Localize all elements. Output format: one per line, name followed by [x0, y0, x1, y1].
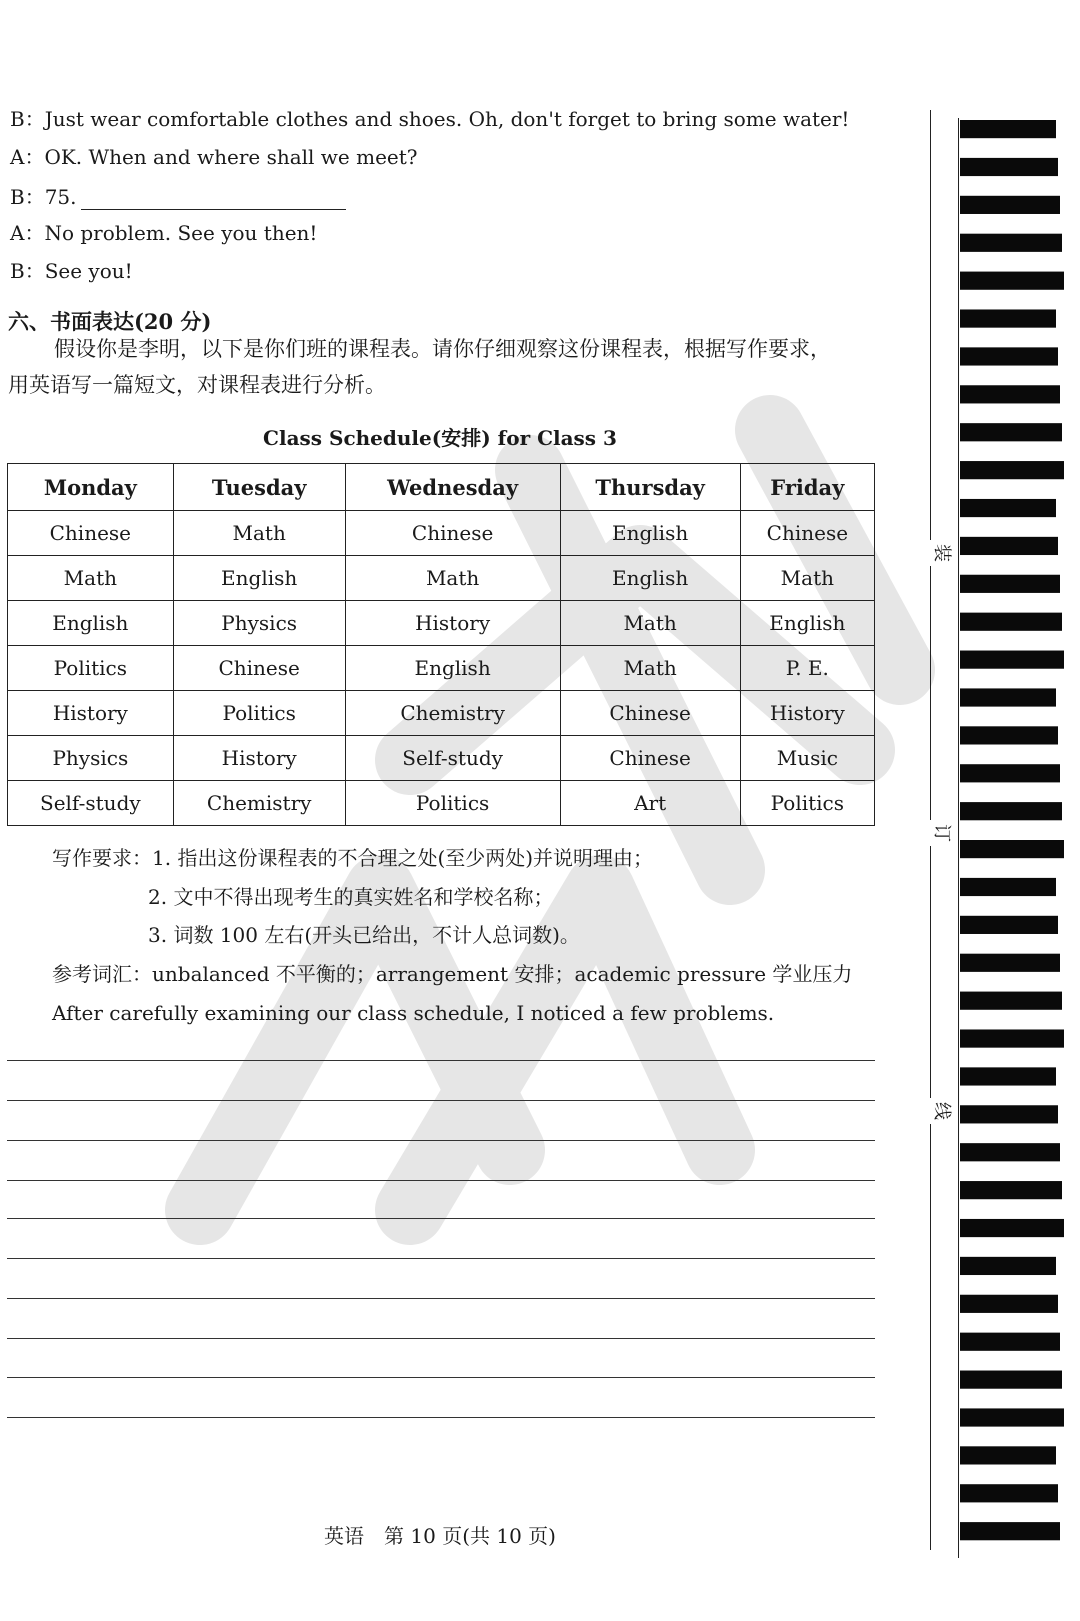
- requirement-3: 3. 词数 100 左右(开头已给出，不计人总词数)。: [148, 923, 580, 947]
- table-row: [8, 646, 875, 691]
- barcode-bar: [960, 726, 1058, 744]
- dialog-text: Just wear comfortable clothes and shoes. Oh, don't forget to bring some water!: [44, 107, 850, 131]
- header-wednesday: Wednesday: [345, 464, 560, 511]
- requirement-2: 2. 文中不得出现考生的真实姓名和学校名称；: [148, 885, 554, 909]
- schedule-title: Class Schedule(安排) for Class 3: [263, 426, 617, 450]
- barcode-bar: [960, 1029, 1064, 1047]
- answer-blank-75[interactable]: [81, 189, 346, 210]
- class-schedule-table: [7, 463, 875, 826]
- table-cell: Physics: [173, 601, 345, 646]
- barcode-bar: [960, 916, 1058, 934]
- answer-line[interactable]: [7, 1338, 875, 1339]
- dialog-line-2: [10, 144, 418, 170]
- speaker-label: B：: [10, 259, 45, 283]
- barcode-bar: [960, 1371, 1062, 1389]
- table-cell: History: [345, 601, 560, 646]
- speaker-label: A：: [10, 221, 45, 245]
- speaker-label: A：: [10, 145, 45, 169]
- essay-opening-sentence: After carefully examining our class schedule, I noticed a few problems.: [52, 1001, 775, 1025]
- barcode-bar: [960, 158, 1058, 176]
- table-cell: Physics: [8, 736, 174, 781]
- barcode-bar: [960, 1295, 1058, 1313]
- table-cell: Self-study: [8, 781, 174, 826]
- barcode-bar: [960, 196, 1060, 214]
- table-cell: English: [345, 646, 560, 691]
- table-cell: Math: [345, 556, 560, 601]
- table-cell: Math: [8, 556, 174, 601]
- table-cell: Politics: [345, 781, 560, 826]
- barcode-bar: [960, 309, 1056, 327]
- dialog-line-5: [10, 258, 133, 284]
- table-cell: Chinese: [345, 511, 560, 556]
- barcode-bar: [960, 347, 1058, 365]
- header-thursday: Thursday: [560, 464, 740, 511]
- table-row: [8, 691, 875, 736]
- table-row: [8, 556, 875, 601]
- table-cell: P. E.: [740, 646, 874, 691]
- table-cell: Chemistry: [345, 691, 560, 736]
- barcode-bar: [960, 1446, 1056, 1464]
- header-friday: Friday: [740, 464, 874, 511]
- barcode-bar: [960, 688, 1056, 706]
- barcode-bar: [960, 954, 1060, 972]
- question-number: 75.: [44, 185, 77, 209]
- dialog-text: See you!: [44, 259, 133, 283]
- answer-line[interactable]: [7, 1060, 875, 1061]
- barcode-bar: [960, 1143, 1060, 1161]
- barcode-bar: [960, 992, 1062, 1010]
- barcode-bar: [960, 1522, 1060, 1540]
- section-title: 六、书面表达(20 分): [8, 309, 212, 334]
- answer-line[interactable]: [7, 1218, 875, 1219]
- table-cell: Politics: [740, 781, 874, 826]
- table-cell: History: [740, 691, 874, 736]
- table-cell: Music: [740, 736, 874, 781]
- barcode-bar: [960, 1408, 1064, 1426]
- barcode-edge-line: [958, 118, 959, 1558]
- header-monday: Monday: [8, 464, 174, 511]
- answer-line[interactable]: [7, 1100, 875, 1101]
- table-cell: Math: [740, 556, 874, 601]
- table-cell: English: [740, 601, 874, 646]
- barcode-bar: [960, 423, 1062, 441]
- table-cell: English: [560, 556, 740, 601]
- table-cell: Politics: [173, 691, 345, 736]
- barcode-bar: [960, 613, 1062, 631]
- table-cell: English: [560, 511, 740, 556]
- barcode-bar: [960, 1181, 1062, 1199]
- answer-line[interactable]: [7, 1377, 875, 1378]
- answer-line[interactable]: [7, 1140, 875, 1141]
- table-cell: Chinese: [173, 646, 345, 691]
- answer-line[interactable]: [7, 1258, 875, 1259]
- table-cell: Math: [173, 511, 345, 556]
- barcode-bar: [960, 1484, 1058, 1502]
- barcode-bar: [960, 575, 1060, 593]
- dialog-line-3: [10, 184, 346, 210]
- table-cell: Art: [560, 781, 740, 826]
- answer-line[interactable]: [7, 1417, 875, 1418]
- barcode-bar: [960, 272, 1064, 290]
- barcode-bar: [960, 385, 1060, 403]
- edge-barcode-strip: [960, 118, 1080, 1558]
- table-cell: Chinese: [8, 511, 174, 556]
- barcode-bar: [960, 1257, 1056, 1275]
- page-footer: 英语 第 10 页(共 10 页): [324, 1524, 556, 1548]
- table-cell: Politics: [8, 646, 174, 691]
- barcode-bar: [960, 461, 1064, 479]
- table-cell: Math: [560, 646, 740, 691]
- barcode-bar: [960, 234, 1062, 252]
- intro-paragraph-line-1: 假设你是李明，以下是你们班的课程表。请你仔细观察这份课程表，根据写作要求，: [54, 337, 831, 361]
- barcode-bar: [960, 878, 1056, 896]
- table-cell: Chemistry: [173, 781, 345, 826]
- table-cell: Chinese: [560, 691, 740, 736]
- barcode-bar: [960, 1067, 1056, 1085]
- table-cell: English: [8, 601, 174, 646]
- barcode-bar: [960, 802, 1062, 820]
- barcode-bar: [960, 1105, 1058, 1123]
- answer-line[interactable]: [7, 1180, 875, 1181]
- dialog-line-4: [10, 220, 317, 246]
- barcode-bar: [960, 651, 1064, 669]
- table-cell: Self-study: [345, 736, 560, 781]
- binding-char-ding: 订: [930, 820, 956, 846]
- binding-char-zhuang: 装: [930, 540, 956, 566]
- barcode-bar: [960, 1333, 1060, 1351]
- intro-paragraph-line-2: 用英语写一篇短文，对课程表进行分析。: [8, 373, 386, 397]
- reference-vocabulary: 参考词汇：unbalanced 不平衡的；arrangement 安排；academic pressure 学业压力: [52, 962, 853, 986]
- table-cell: Chinese: [740, 511, 874, 556]
- barcode-bar: [960, 840, 1064, 858]
- table-row: [8, 511, 875, 556]
- speaker-label: B：: [10, 185, 45, 209]
- dialog-text: OK. When and where shall we meet?: [44, 145, 418, 169]
- table-cell: English: [173, 556, 345, 601]
- table-cell: Math: [560, 601, 740, 646]
- header-tuesday: Tuesday: [173, 464, 345, 511]
- speaker-label: B：: [10, 107, 45, 131]
- requirement-1: 写作要求：1. 指出这份课程表的不合理之处(至少两处)并说明理由；: [52, 846, 654, 870]
- barcode-bar: [960, 764, 1060, 782]
- table-row: [8, 601, 875, 646]
- dialog-text: No problem. See you then!: [44, 221, 318, 245]
- table-cell: Chinese: [560, 736, 740, 781]
- table-cell: History: [8, 691, 174, 736]
- table-cell: History: [173, 736, 345, 781]
- binding-char-xian: 线: [930, 1098, 956, 1124]
- barcode-bar: [960, 499, 1056, 517]
- table-row: [8, 781, 875, 826]
- dialog-line-1: [10, 106, 849, 132]
- answer-line[interactable]: [7, 1298, 875, 1299]
- table-header-row: [8, 464, 875, 511]
- barcode-bar: [960, 120, 1056, 138]
- table-row: [8, 736, 875, 781]
- barcode-bar: [960, 537, 1058, 555]
- barcode-bar: [960, 1219, 1064, 1237]
